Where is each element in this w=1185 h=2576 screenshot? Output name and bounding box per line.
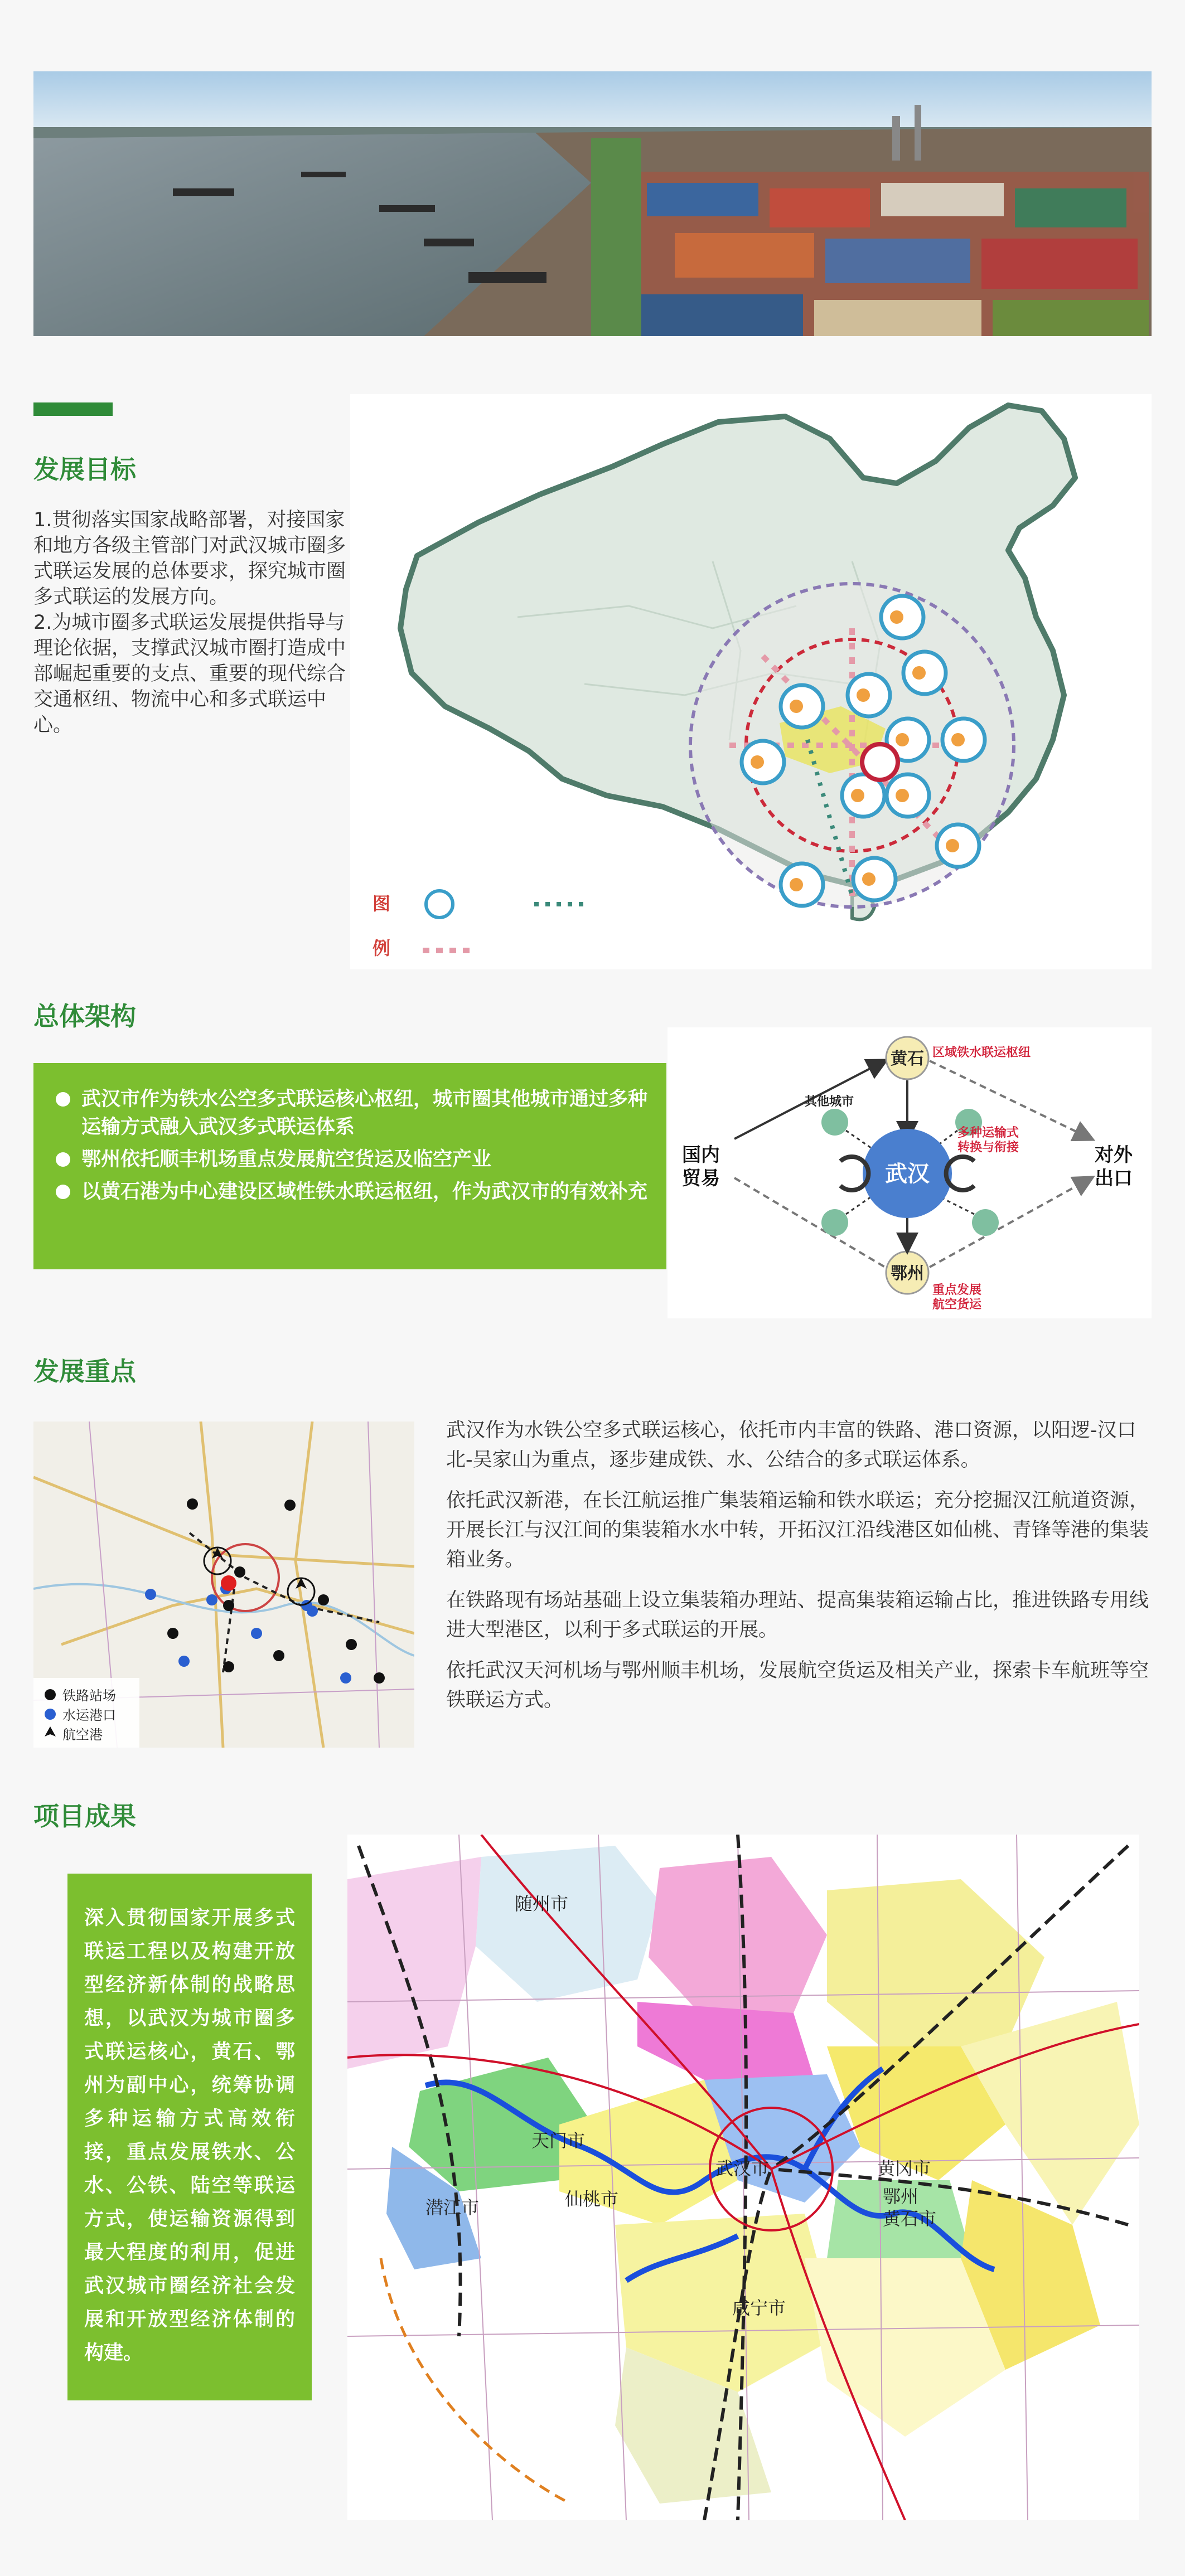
map-label-ezhou: 鄂州 xyxy=(883,2186,919,2207)
section-title-architecture: 总体架构 xyxy=(33,1001,136,1031)
diagram-multi-label-1: 多种运输式 xyxy=(957,1126,1019,1140)
map-label-suizhou: 随州市 xyxy=(515,1893,569,1914)
goals-text xyxy=(33,507,346,738)
focus-paragraph-3: 在铁路现有场站基础上设立集装箱办理站、提高集装箱运输占比，推进铁路专用线进大型港区，以利于多式联运的开展。 xyxy=(446,1589,1149,1641)
section-title-results: 项目成果 xyxy=(33,1801,136,1831)
architecture-box xyxy=(33,1063,666,1269)
diagram-other-cities: 其他城市 xyxy=(804,1095,854,1109)
goals-paragraph-2: 2.为城市圈多式联运发展提供指导与理论依据，支撑武汉城市圈打造成中部崛起重要的支点、重要的现代综合交通枢纽、物流中心和多式联运中心。 xyxy=(33,612,346,736)
map-label-huangshi: 黄石市 xyxy=(883,2208,937,2229)
focus-paragraph-1: 武汉作为水铁公空多式联运核心，依托市内丰富的铁路、港口资源，以阳逻-汉口北-吴家山为重点，逐步建成铁、水、公结合的多式联运体系。 xyxy=(446,1419,1136,1471)
architecture-diagram xyxy=(668,1027,1152,1318)
diagram-bottom-label-2: 航空货运 xyxy=(932,1298,982,1312)
diagram-bottom-label-1: 重点发展 xyxy=(932,1283,982,1297)
architecture-bullet-3: 以黄石港为中心建设区域性铁水联运枢纽，作为武汉市的有效补充 xyxy=(50,1178,650,1206)
architecture-bullet-2: 鄂州依托顺丰机场重点发展航空货运及临空产业 xyxy=(50,1146,650,1173)
legend-label-1: 图 xyxy=(373,893,391,914)
goals-paragraph-1: 1.贯彻落实国家战略部署，对接国家和地方各级主管部门对武汉城市圈多式联运发展的总体要求，探究城市圈多式联运的发展方向。 xyxy=(33,509,346,608)
map-legend-airport: 航空港 xyxy=(62,1727,103,1743)
map-label-qianjiang: 潜江市 xyxy=(425,2197,480,2218)
china-map-panel xyxy=(350,394,1152,969)
diagram-center-wuhan: 武汉 xyxy=(885,1161,930,1187)
architecture-bullet-1: 武汉市作为铁水公空多式联运核心枢纽，城市圈其他城市通过多种运输方式融入武汉多式联运体系 xyxy=(50,1085,650,1141)
focus-paragraph-2: 依托武汉新港，在长江航运推广集装箱运输和铁水联运；充分挖掘汉江航道资源，开展长江与汉江间的集装箱水水中转，开拓汉江沿线港区如仙桃、青锋等港的集装箱业务。 xyxy=(446,1490,1149,1571)
map-label-wuhan: 武汉市 xyxy=(715,2158,770,2179)
section-title-goals: 发展目标 xyxy=(33,454,136,484)
map-label-huanggang: 黄冈市 xyxy=(877,2158,931,2179)
diagram-node-ezhou: 鄂州 xyxy=(891,1264,924,1283)
map-label-tianmen: 天门市 xyxy=(531,2130,586,2151)
diagram-top-label: 区域铁水联运枢纽 xyxy=(932,1046,1031,1060)
results-map xyxy=(347,1835,1139,2520)
diagram-right-label-1: 对外 xyxy=(1095,1144,1133,1166)
legend-label-2: 例 xyxy=(373,938,391,959)
map-legend-rail: 铁路站场 xyxy=(62,1688,116,1704)
map-legend-port: 水运港口 xyxy=(62,1707,116,1723)
results-text: 深入贯彻国家开展多式联运工程以及构建开放型经济新体制的战略思想，以武汉为城市圈多式联运核心，黄石、鄂州为副中心，统筹协调多种运输方式高效衔接，重点发展铁水、公水、公铁、陆空等联运方式，使运输资源得到最大程度的利用，促进武汉城市圈经济社会发展和开放型经济体制的构建。 xyxy=(84,1907,295,2364)
focus-map xyxy=(33,1422,414,1748)
diagram-left-label-2: 贸易 xyxy=(682,1167,720,1190)
results-box xyxy=(67,1874,312,2400)
section-title-focus: 发展重点 xyxy=(33,1356,136,1386)
diagram-right-label-2: 出口 xyxy=(1095,1167,1133,1190)
map-label-xiantao: 仙桃市 xyxy=(565,2189,619,2210)
banner-photo xyxy=(33,71,1152,336)
diagram-multi-label-2: 转换与衔接 xyxy=(957,1141,1019,1154)
focus-paragraph-4: 依托武汉天河机场与鄂州顺丰机场，发展航空货运及相关产业，探索卡车航班等空铁联运方式。 xyxy=(446,1660,1149,1711)
section-accent-bar xyxy=(33,402,113,416)
map-label-xianning: 咸宁市 xyxy=(732,2297,786,2318)
diagram-left-label-1: 国内 xyxy=(682,1144,720,1166)
focus-text xyxy=(446,1416,1149,1726)
diagram-node-huangshi: 黄石 xyxy=(891,1049,924,1069)
